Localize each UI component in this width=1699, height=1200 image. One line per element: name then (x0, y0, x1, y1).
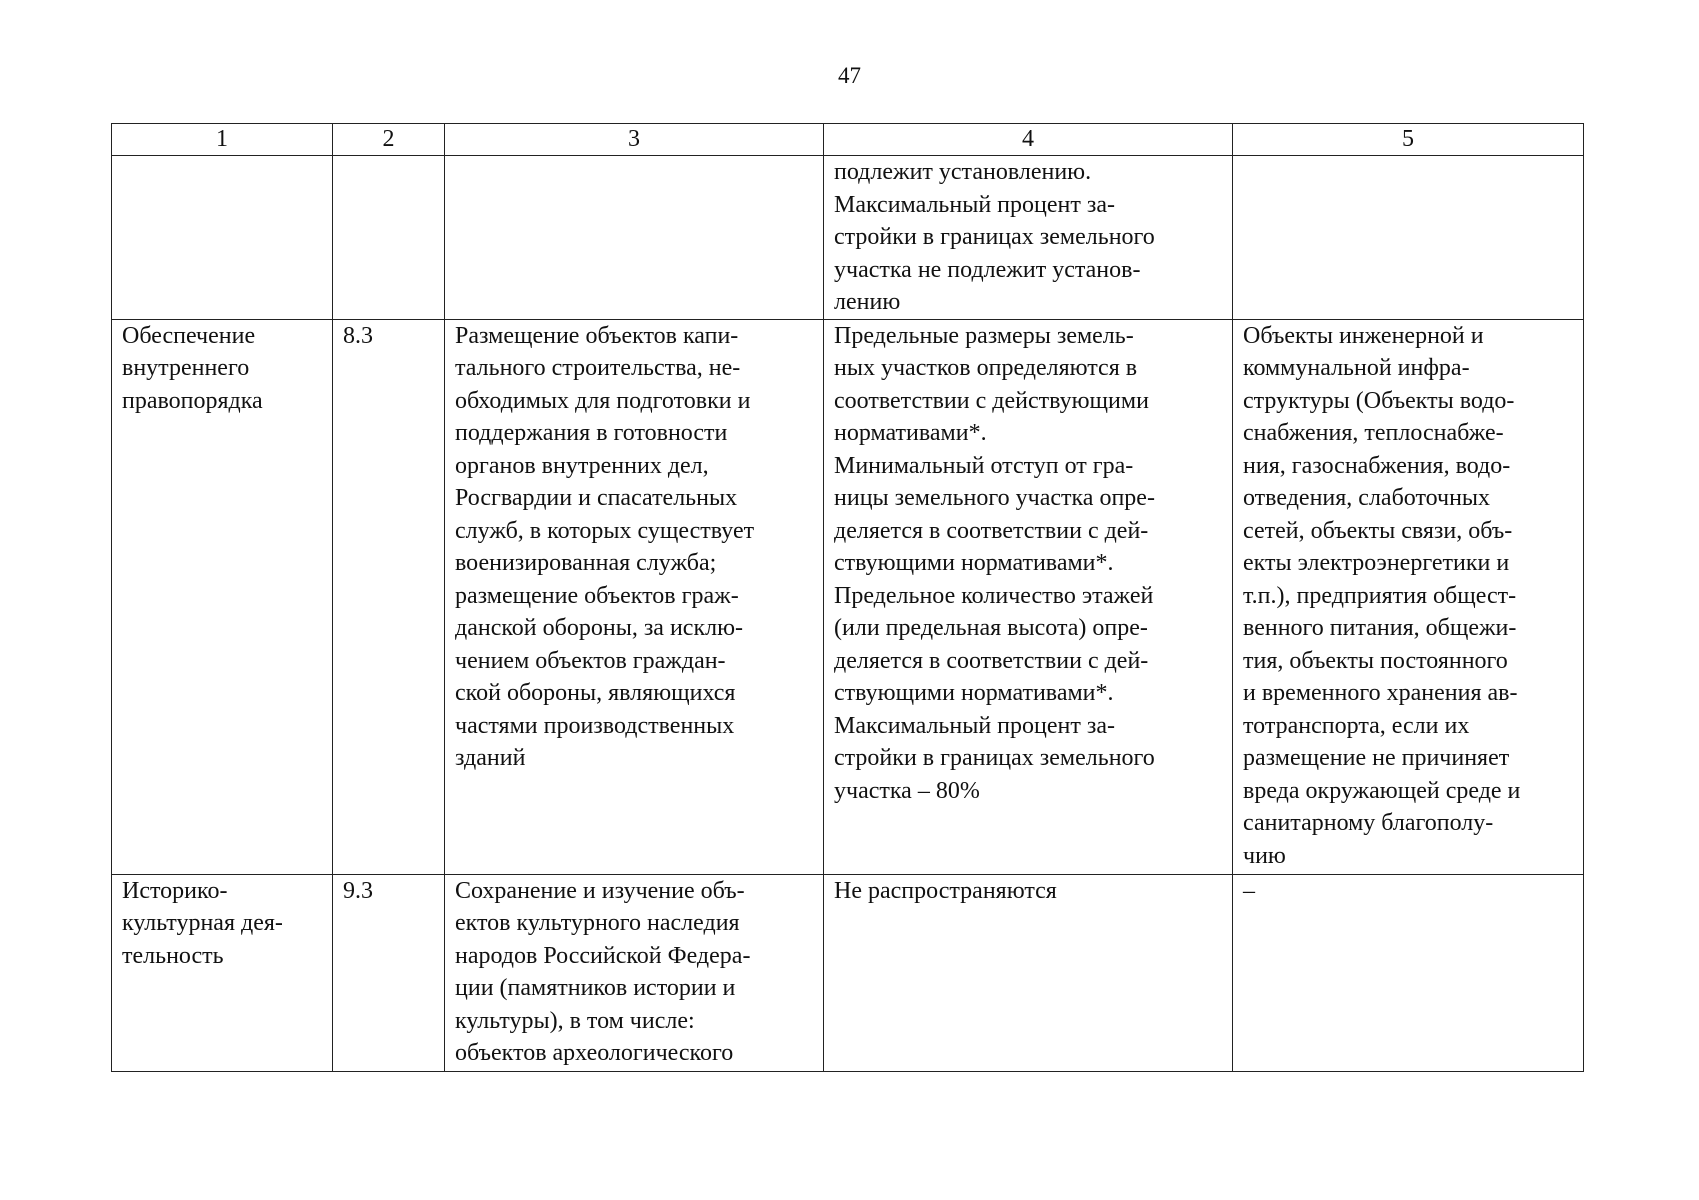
table-row (112, 874, 1584, 1071)
table-header-row (112, 124, 1584, 156)
land-use-table (111, 123, 1584, 1072)
column-header-3: 3 (445, 124, 824, 156)
table-row (112, 156, 1584, 320)
cell-use-name: Обеспечение внутреннего правопорядка (112, 319, 333, 874)
cell-code (333, 156, 445, 320)
cell-parameters: подлежит установлению. Максимальный процент за- стройки в границах земельного участка не подлежит установ- лению (824, 156, 1233, 320)
table-row (112, 319, 1584, 874)
cell-use-name (112, 156, 333, 320)
cell-parameters: Не распространяются (824, 874, 1233, 1071)
cell-description: Размещение объектов капи- тального строительства, не- обходимых для подготовки и поддержания в готовности органов внутренних дел, Росгвардии и спасательных служб, в которых существует военизированная служба; размещение объектов граж- данской обороны, за исклю- чением объектов граждан- ской обороны, являющихся частями производственных зданий (445, 319, 824, 874)
column-header-4: 4 (824, 124, 1233, 156)
column-header-1: 1 (112, 124, 333, 156)
column-header-2: 2 (333, 124, 445, 156)
cell-description (445, 156, 824, 320)
cell-description: Сохранение и изучение объ- ектов культурного наследия народов Российской Федера- ции (памятников истории и культуры), в том числе: объектов археологического (445, 874, 824, 1071)
cell-parameters: Предельные размеры земель- ных участков определяются в соответствии с действующими нормативами*. Минимальный отступ от гра- ницы земельного участка опре- деляется в соответствии с дей- ствующими нормативами*. Предельное количество этажей (или предельная высота) опре- деляется в соответствии с дей- ствующими нормативами*. Максимальный процент за- стройки в границах земельного участка – 80% (824, 319, 1233, 874)
cell-code: 8.3 (333, 319, 445, 874)
cell-auxiliary-uses: – (1233, 874, 1584, 1071)
cell-auxiliary-uses: Объекты инженерной и коммунальной инфра- структуры (Объекты водо- снабжения, теплоснабже- ния, газоснабжения, водо- отведения, слаботочных сетей, объекты связи, объ- екты электроэнергетики и т.п.), предприятия общест- венного питания, общежи- тия, объекты постоянного и временного хранения ав- тотранспорта, если их размещение не причиняет вреда окружающей среде и санитарному благополу- чию (1233, 319, 1584, 874)
column-header-5: 5 (1233, 124, 1584, 156)
page-number: 47 (838, 63, 861, 88)
cell-use-name: Историко- культурная дея- тельность (112, 874, 333, 1071)
cell-code: 9.3 (333, 874, 445, 1071)
cell-auxiliary-uses (1233, 156, 1584, 320)
